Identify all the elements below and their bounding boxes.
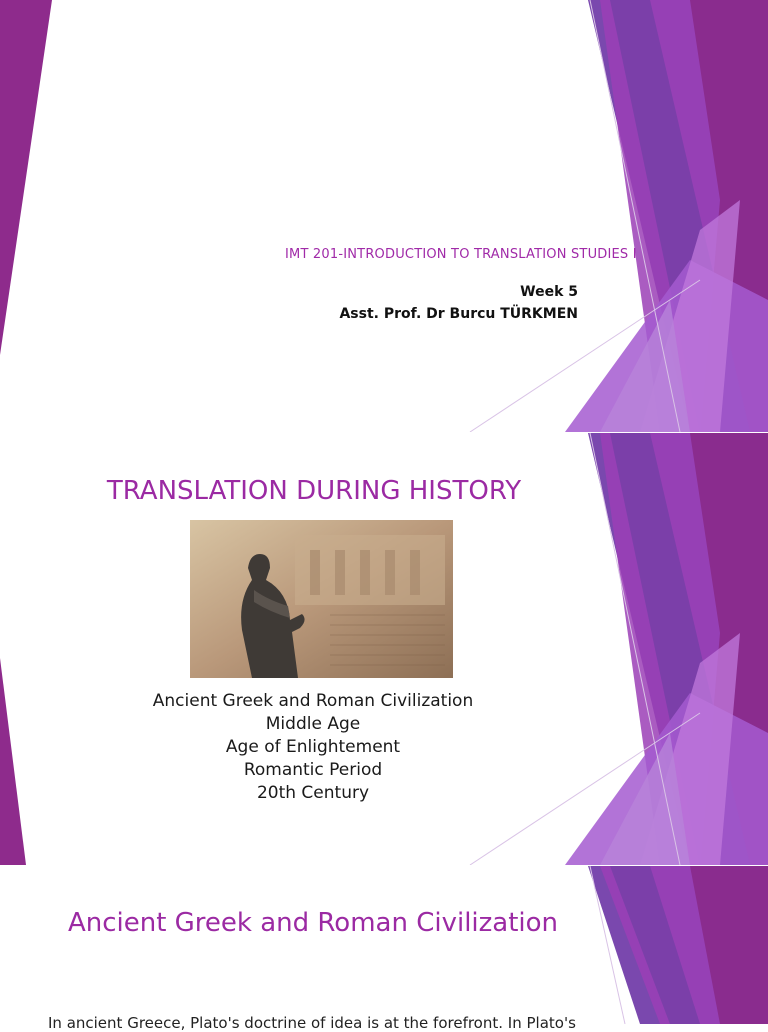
topic-list — [60, 690, 566, 805]
slide-2-title: TRANSLATION DURING HISTORY — [106, 476, 522, 506]
slide-3-title: Ancient Greek and Roman Civilization — [67, 908, 559, 938]
slide-1-decoration — [0, 0, 768, 432]
topic-item: 20th Century — [256, 783, 370, 803]
week-label: Week 5 — [520, 284, 578, 300]
slide-1 — [0, 0, 768, 432]
topic-item: Romantic Period — [243, 760, 383, 780]
slide-3 — [0, 866, 768, 1024]
instructor-name: Asst. Prof. Dr Burcu TÜRKMEN — [339, 306, 578, 322]
course-title: IMT 201-INTRODUCTION TO TRANSLATION STUDIES I — [285, 247, 637, 262]
topic-item: Middle Age — [265, 714, 361, 734]
slide-3-decoration — [0, 866, 768, 1024]
luther-statue-image — [190, 520, 453, 678]
topic-item: Ancient Greek and Roman Civilization — [152, 691, 474, 711]
slide-3-body-text: In ancient Greece, Plato's doctrine of idea is at the forefront. In Plato's — [48, 1014, 576, 1032]
topic-item: Age of Enlightement — [225, 737, 401, 757]
